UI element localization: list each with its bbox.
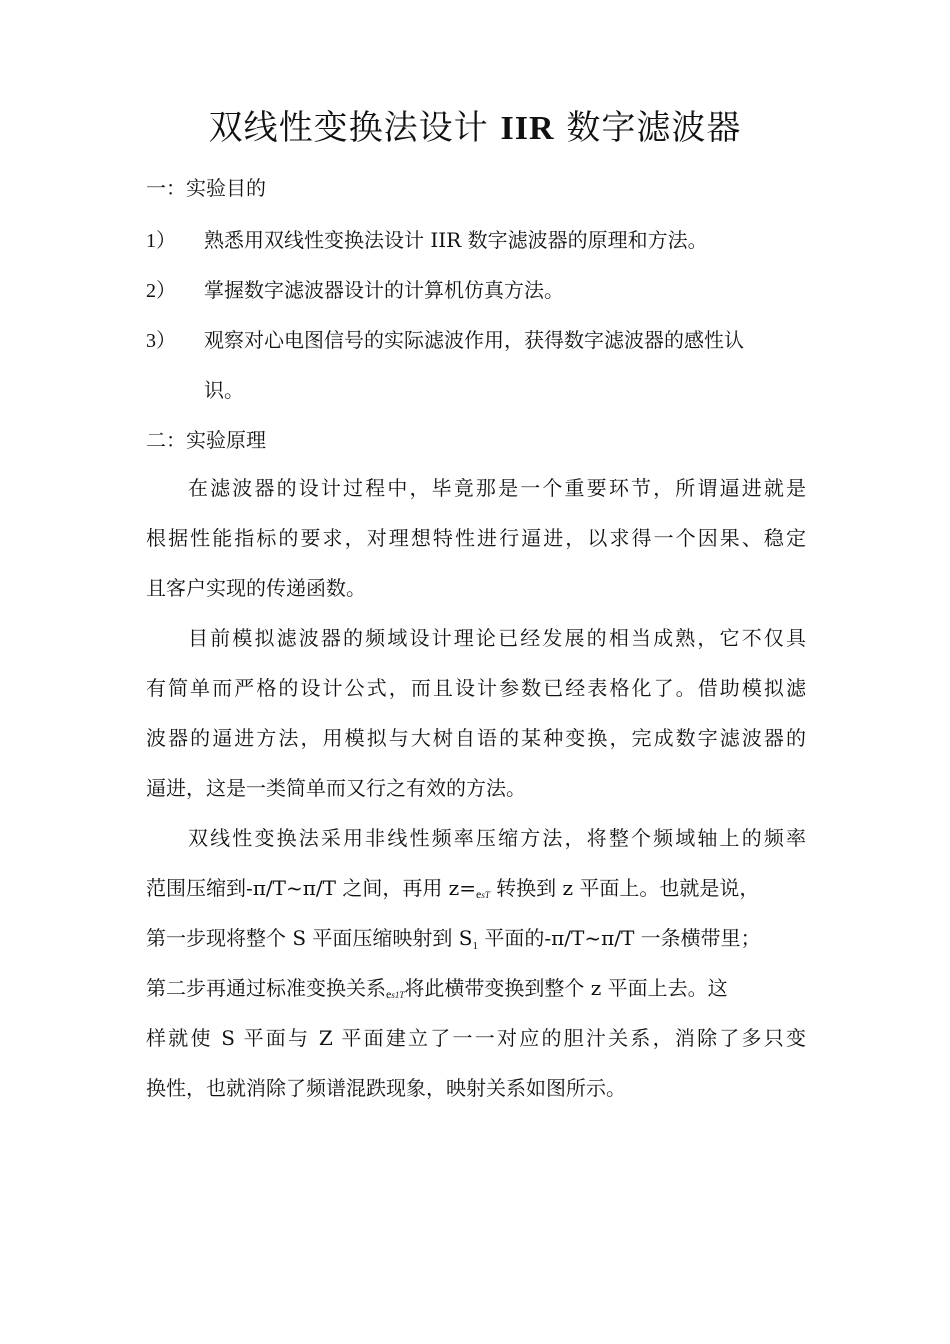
list-item-1 [146,224,806,253]
section1-heading: 一：实验目的 [146,176,266,200]
list-number: 3） [146,330,176,352]
paragraph-line: 在滤波器的设计过程中，毕竟那是一个重要环节，所谓逼进就是 [188,476,806,500]
paragraph-line [146,872,806,902]
paragraph-line: 逼进，这是一类简单而又行之有效的方法。 [146,776,526,800]
list-text: 观察对心电图信号的实际滤波作用，获得数字滤波器的感性认 [204,328,744,352]
paragraph-line [146,922,806,952]
list-number: 2） [146,280,176,302]
text-run: 第一步现将整个 S 平面压缩映射到 S [146,926,473,950]
list-item-3-continued: 识。 [204,378,244,402]
list-item-2 [146,274,806,303]
exponential-term [476,887,490,901]
paragraph-line: 波器的逼进方法，用模拟与大树自语的某种变换，完成数字滤波器的 [146,726,806,750]
text-run: 平面的-π/T~π/T 一条横带里； [477,926,761,950]
exp-base: e [386,987,392,1001]
exponential-term [386,987,404,1001]
paragraph-line: 样就使 S 平面与 Z 平面建立了一一对应的胆汁关系，消除了多只变 [146,1026,806,1050]
paragraph-line: 双线性变换法采用非线性频率压缩方法，将整个频域轴上的频率 [188,826,806,850]
subscript: 1 [472,940,478,952]
list-text: 掌握数字滤波器设计的计算机仿真方法。 [204,278,564,302]
paragraph-line [146,972,806,1002]
exp-power: s1T [391,990,405,1000]
document-title [0,100,950,149]
title-part2: 数字滤波器 [554,108,742,148]
title-part1: 双线性变换法设计 [208,108,501,148]
paragraph-line: 有简单而严格的设计公式，而且设计参数已经表格化了。借助模拟滤 [146,676,806,700]
exp-power: sT [481,890,490,900]
paragraph-line: 且客户实现的传递函数。 [146,576,366,600]
section2-heading: 二：实验原理 [146,428,266,452]
exp-base: e [475,887,482,901]
text-run: 将此横带变换到整个 z 平面上去。这 [404,976,728,1000]
list-number: 1） [146,230,176,252]
list-item-3 [146,324,806,353]
text-run: 转换到 z 平面上。也就是说， [489,876,760,900]
paragraph-line: 目前模拟滤波器的频域设计理论已经发展的相当成熟，它不仅具 [188,626,806,650]
text-run: 第二步再通过标准变换关系 [146,976,386,1000]
text-run: 范围压缩到-π/T~π/T 之间，再用 z= [146,876,476,900]
title-latin: IIR [500,110,555,147]
paragraph-line: 根据性能指标的要求，对理想特性进行逼进，以求得一个因果、稳定 [146,526,806,550]
list-text: 熟悉用双线性变换法设计 IIR 数字滤波器的原理和方法。 [204,228,708,252]
paragraph-line: 换性，也就消除了频谱混跌现象，映射关系如图所示。 [146,1076,626,1100]
